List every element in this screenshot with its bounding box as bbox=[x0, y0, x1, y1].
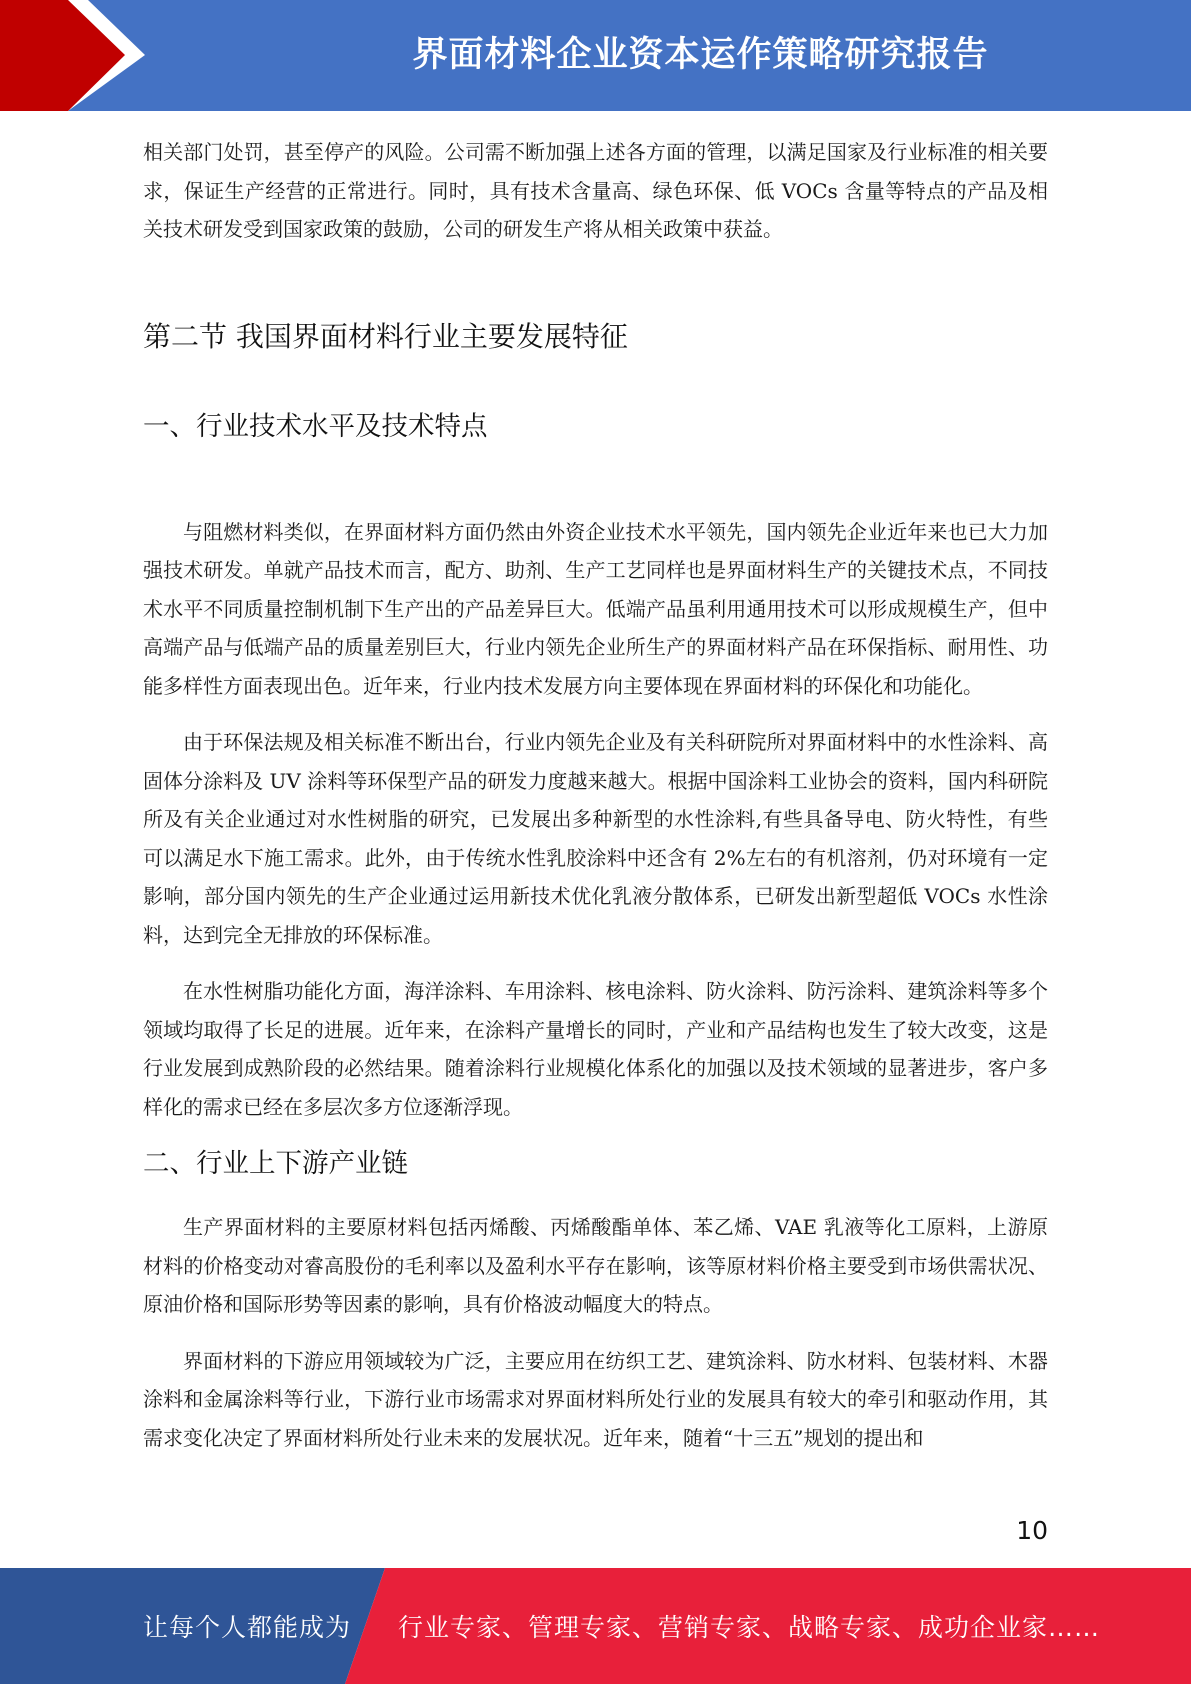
paragraph: 界面材料的下游应用领域较为广泛，主要应用在纺织工艺、建筑涂料、防水材料、包装材料、木器涂料和金属涂料等行业，下游行业市场需求对界面材料所处行业的发展具有较大的牵引和驱动作用，其需求变化决定了界面材料所处行业未来的发展状况。近年来，随着“十三五”规划的提出和 bbox=[143, 1348, 1048, 1450]
page-footer bbox=[0, 1568, 1191, 1684]
section-title: 第二节 我国界面材料行业主要发展特征 bbox=[143, 319, 628, 353]
page-number: 10 bbox=[1016, 1516, 1048, 1545]
report-title: 界面材料企业资本运作策略研究报告 bbox=[412, 35, 989, 75]
document-body bbox=[143, 133, 1048, 1457]
subsection-title-tech: 一、行业技术水平及技术特点 bbox=[143, 410, 488, 442]
subsection-title-chain: 二、行业上下游产业链 bbox=[143, 1148, 408, 1179]
paragraph: 与阻燃材料类似，在界面材料方面仍然由外资企业技术水平领先，国内领先企业近年来也已大力加强技术研发。单就产品技术而言，配方、助剂、生产工艺同样也是界面材料生产的关键技术点，不同技术水平不同质量控制机制下生产出的产品差异巨大。低端产品虽利用通用技术可以形成规模生产，但中高端产品与低端产品的质量差别巨大，行业内领先企业所生产的界面材料产品在环保指标、耐用性、功能多样性方面表现出色。近年来，行业内技术发展方向主要体现在界面材料的环保化和功能化。 bbox=[143, 519, 1048, 698]
footer-slogan-right: 行业专家、管理专家、营销专家、战略专家、成功企业家…… bbox=[398, 1613, 1101, 1642]
paragraph: 生产界面材料的主要原材料包括丙烯酸、丙烯酸酯单体、苯乙烯、VAE 乳液等化工原料，上游原材料的价格变动对睿高股份的毛利率以及盈利水平存在影响，该等原材料价格主要受到市场供需状况、原油价格和国际形势等因素的影响，具有价格波动幅度大的特点。 bbox=[143, 1215, 1048, 1316]
intro-paragraph: 相关部门处罚，甚至停产的风险。公司需不断加强上述各方面的管理，以满足国家及行业标准的相关要求，保证生产经营的正常进行。同时，具有技术含量高、绿色环保、低 VOCs 含量等特点的产品及相关技术研发受到国家政策的鼓励，公司的研发生产将从相关政策中获益。 bbox=[143, 140, 1048, 241]
paragraph: 由于环保法规及相关标准不断出台，行业内领先企业及有关科研院所对界面材料中的水性涂料、高固体分涂料及 UV 涂料等环保型产品的研发力度越来越大。根据中国涂料工业协会的资料，国内科研院所及有关企业通过对水性树脂的研究，已发展出多种新型的水性涂料,有些具备导电、防火特性，有些可以满足水下施工需求。此外，由于传统水性乳胶涂料中还含有 2%左右的有机溶剂，仍对环境有一定影响，部分国内领先的生产企业通过运用新技术优化乳液分散体系，已研发出新型超低 VOCs 水性涂料，达到完全无排放的环保标准。 bbox=[143, 730, 1048, 947]
paragraph: 在水性树脂功能化方面，海洋涂料、车用涂料、核电涂料、防火涂料、防污涂料、建筑涂料等多个领域均取得了长足的进展。近年来，在涂料产量增长的同时，产业和产品结构也发生了较大改变，这是行业发展到成熟阶段的必然结果。随着涂料行业规模化体系化的加强以及技术领域的显著进步，客户多样化的需求已经在多层次多方位逐渐浮现。 bbox=[143, 979, 1048, 1119]
footer-slogan-left: 让每个人都能成为 bbox=[143, 1613, 352, 1642]
page-header bbox=[0, 0, 1191, 111]
